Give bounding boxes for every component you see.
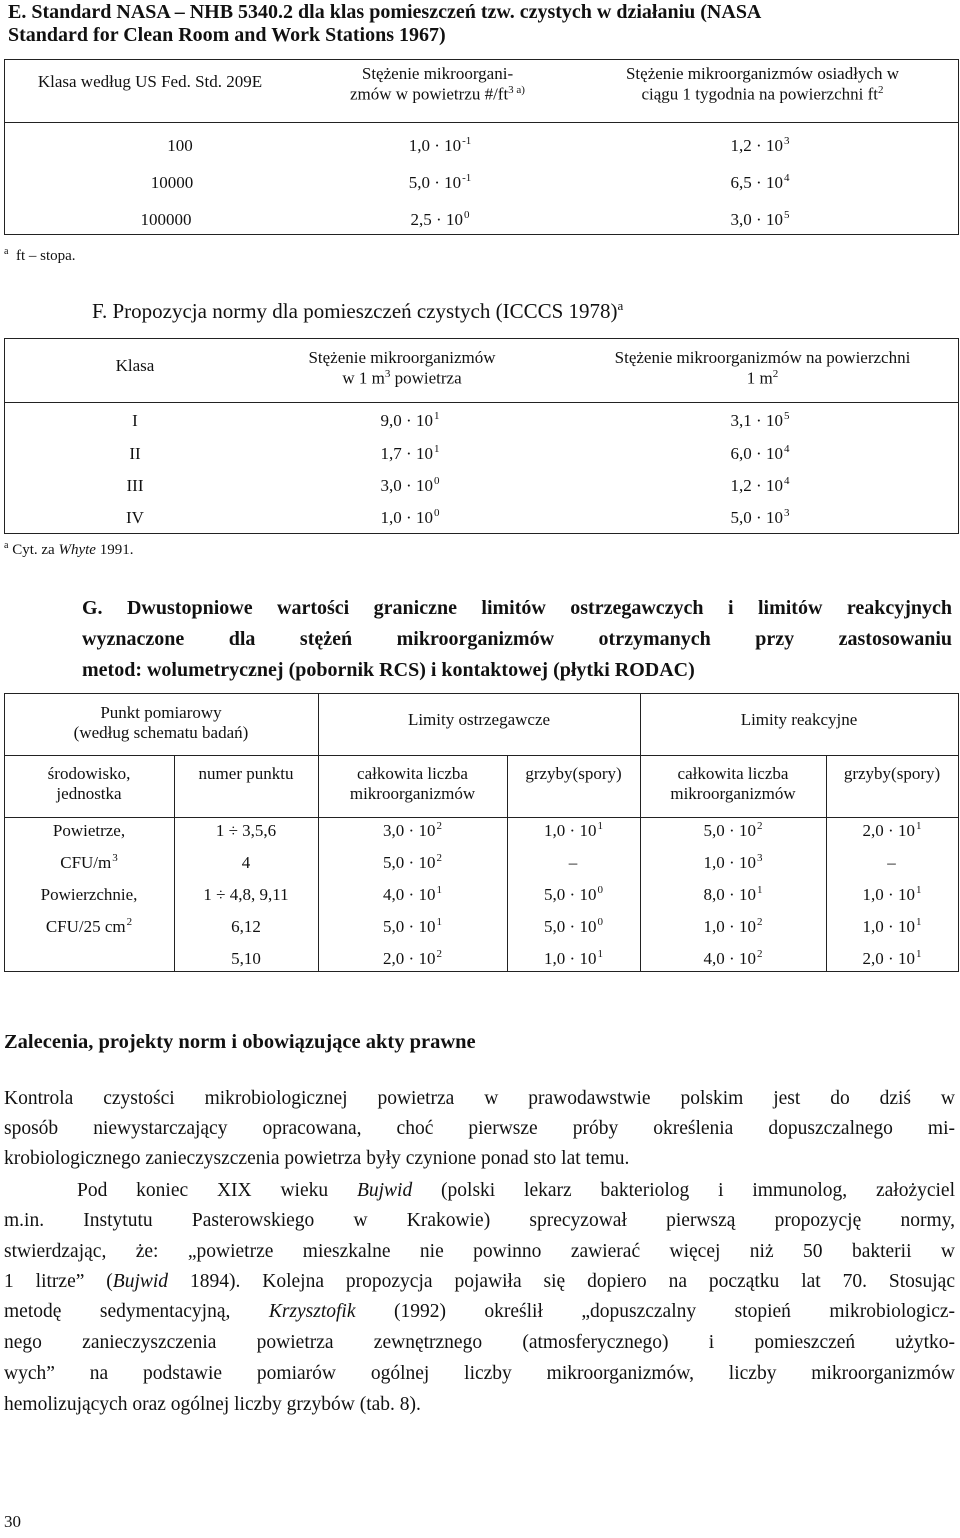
table-g-warning-fungi: –: [568, 853, 578, 872]
paragraph-line: metodę sedymentacyjną, Krzysztofik (1992) określił „dopuszczalny stopień mikrobiologicz-: [4, 1301, 956, 1322]
table-g-reaction-total: $1,0 \cdot 10^3$: [703, 852, 763, 872]
table-g-reaction-fungi: $1,0 \cdot 10^1$: [862, 916, 922, 936]
table-g-warning-total: $5,0 \cdot 10^1$: [383, 916, 442, 936]
table-e-row3-surface: $3,0 \cdot 10^5$: [730, 209, 790, 229]
paragraph-line: hemolizujących oraz ogólnej liczby grzybów (tab. 8).: [4, 1394, 421, 1415]
table-f-header-surface: Stężenie mikroorganizmów na powierzchni 1 $m^2$: [614, 348, 911, 389]
table-g-reaction-fungi: $1,0 \cdot 10^1$: [862, 884, 922, 904]
table-g-warning-fungi: $5,0 \cdot 10^0$: [544, 916, 603, 936]
paragraph-line: Pod koniec XIX wieku Bujwid (polski lekarz bakteriolog i immunolog, założyciel: [77, 1180, 955, 1201]
table-f-footnote: $^a$ Cyt. za Whyte 1991.: [4, 540, 134, 558]
table-g-reaction-fungi: $2,0 \cdot 10^1$: [862, 948, 922, 968]
table-g-warning-fungi: $1,0 \cdot 10^1$: [544, 820, 603, 840]
table-g-top-border: [4, 693, 959, 694]
table-g-warning-total: $3,0 \cdot 10^2$: [383, 820, 442, 840]
paragraph-line: m.in. Instytutu Pasterowskiego w Krakowie) sprecyzował pierwszą propozycję normy,: [4, 1210, 955, 1231]
table-f-row4-surface: $5,0 \cdot 10^3$: [730, 507, 790, 527]
table-e-row3-class: 100000: [140, 210, 192, 229]
table-g-header-point: Punkt pomiarowy (według schematu badań): [73, 703, 249, 743]
table-g-point: 5,10: [231, 949, 261, 968]
table-g-point: 1 ÷ 4,8, 9,11: [203, 885, 289, 904]
table-e-row2-class: 10000: [150, 173, 194, 192]
table-g-header-warning: Limity ostrzegawcze: [407, 710, 551, 729]
table-f-top-border: [4, 338, 959, 339]
table-f-row4-class: IV: [126, 508, 144, 527]
table-g-env-air: Powietrze,: [52, 821, 126, 840]
table-f-row2-surface: $6,0 \cdot 10^4$: [730, 443, 790, 463]
paragraph-line: sposób niewystarczający opracowana, choć pierwsze próby określenia dopuszczalnego mi-: [4, 1118, 955, 1139]
table-f-row2-air: $1,7 \cdot 10^1$: [380, 443, 440, 463]
table-g-point: 4: [241, 853, 251, 872]
table-f-row3-surface: $1,2 \cdot 10^4$: [730, 475, 790, 495]
table-f-header-air: Stężenie mikroorganizmów w 1 $m^3$ powietrza: [308, 348, 496, 389]
table-g-header-point-no: numer punktu: [198, 764, 294, 783]
table-e-header-surface: Stężenie mikroorganizmów osiadłych w ciągu 1 tygodnia na powierzchni $ft^2$: [625, 64, 900, 105]
table-g-reaction-fungi: –: [887, 853, 896, 872]
section-f-title: F. Propozycja normy dla pomieszczeń czystych (ICCCS 1978)$^a$: [92, 298, 624, 323]
paragraph-line: 1 litrze” (Bujwid 1894). Kolejna propozycja pojawiła się dopiero na początku lat 70. Stosując: [4, 1271, 955, 1292]
table-e-row3-air: $2,5 \cdot 10^0$: [410, 209, 470, 229]
section-g-title-line3: metod: wolumetrycznej (pobornik RCS) i kontaktowej (płytki RODAC): [82, 659, 695, 681]
table-g-header-reaction: Limity reakcyjne: [740, 710, 858, 729]
table-f-row1-surface: $3,1 \cdot 10^5$: [730, 410, 790, 430]
table-e-bottom-border: [4, 234, 959, 235]
table-g-env-surface: Powierzchnie,: [40, 885, 138, 904]
table-f-row4-air: $1,0 \cdot 10^0$: [380, 507, 440, 527]
table-e-footnote: $^a$ ft – stopa.: [4, 246, 76, 264]
table-g-header-total-warning: całkowita liczba mikroorganizmów: [349, 764, 476, 804]
table-g-bottom-border: [4, 971, 959, 972]
section-heading: Zalecenia, projekty norm i obowiązujące akty prawne: [4, 1031, 476, 1053]
table-g-header1-border: [4, 755, 959, 756]
page-number: 30: [4, 1512, 21, 1531]
table-e-row2-surface: $6,5 \cdot 10^4$: [730, 172, 790, 192]
table-g-env-surface-unit: CFU/25 $cm^2$: [45, 916, 133, 936]
table-e-top-border: [4, 59, 959, 60]
section-e-title-line1: E. Standard NASA – NHB 5340.2 dla klas pomieszczeń tzw. czystych w działaniu (NASA: [8, 1, 762, 23]
table-g-reaction-total: $1,0 \cdot 10^2$: [703, 916, 763, 936]
paragraph-line: krobiologicznego zanieczyszczenia powietrza były czynione ponad sto lat temu.: [4, 1148, 630, 1169]
table-e-row1-air: $1,0 \cdot 10^{-1}$: [408, 135, 472, 155]
table-f-right-border: [958, 338, 959, 534]
table-g-header-fungi-warning: grzyby(spory): [525, 764, 622, 783]
table-g-header-env: środowisko, jednostka: [47, 764, 131, 804]
table-g-warning-fungi: $5,0 \cdot 10^0$: [544, 884, 603, 904]
paragraph-line: wych” na podstawie pomiarów ogólnej liczby mikroorganizmów, liczby mikroorganizmów: [4, 1363, 955, 1384]
section-g-title-line1: G. Dwustopniowe wartości graniczne limitów ostrzegawczych i limitów reakcyjnych: [82, 597, 952, 619]
table-e-row2-air: $5,0 \cdot 10^{-1}$: [408, 172, 472, 192]
table-f-header-border: [4, 402, 959, 403]
table-e-right-border: [958, 59, 959, 235]
table-g-reaction-total: $8,0 \cdot 10^1$: [703, 884, 763, 904]
table-f-header-class: Klasa: [115, 356, 155, 375]
table-g-warning-total: $4,0 \cdot 10^1$: [383, 884, 442, 904]
table-g-header-total-reaction: całkowita liczba mikroorganizmów: [670, 764, 796, 804]
table-g-env-air-unit: CFU/$m^3$: [60, 852, 118, 872]
table-f-row1-class: I: [132, 411, 138, 430]
table-g-reaction-total: $4,0 \cdot 10^2$: [703, 948, 763, 968]
table-g-warning-total: $5,0 \cdot 10^2$: [383, 852, 442, 872]
table-e-header-air: Stężenie mikroorgani- zmów w powietrzu $\#/ft^{3 a)}$: [350, 64, 525, 105]
table-f-row3-air: $3,0 \cdot 10^0$: [380, 475, 440, 495]
table-g-reaction-total: $5,0 \cdot 10^2$: [703, 820, 763, 840]
section-g-title-line2: wyznaczone dla stężeń mikroorganizmów otrzymanych przy zastosowaniu: [82, 628, 952, 650]
paragraph-line: stwierdzając, że: „powietrze mieszkalne nie powinno zawierać więcej niż 50 bakterii w: [4, 1241, 955, 1262]
paragraph-line: Kontrola czystości mikrobiologicznej powietrza w prawodawstwie polskim jest do dziś w: [4, 1088, 955, 1109]
section-e-title-line2: Standard for Clean Room and Work Stations 1967): [8, 24, 446, 46]
table-e-header-border: [4, 122, 959, 123]
table-g-reaction-fungi: $2,0 \cdot 10^1$: [862, 820, 922, 840]
table-g-warning-total: $2,0 \cdot 10^2$: [383, 948, 442, 968]
table-f-row2-class: II: [129, 444, 141, 463]
table-e-left-border: [4, 59, 5, 235]
table-g-header2-border: [4, 817, 959, 818]
table-g-point: 6,12: [231, 917, 261, 936]
table-e-header-class: Klasa według US Fed. Std. 209E: [37, 72, 263, 91]
table-e-row1-class: 100: [167, 136, 193, 155]
table-f-row1-air: $9,0 \cdot 10^1$: [380, 410, 440, 430]
table-g-warning-fungi: $1,0 \cdot 10^1$: [544, 948, 603, 968]
table-e-row1-surface: $1,2 \cdot 10^3$: [730, 135, 790, 155]
table-g-header-fungi-reaction: grzyby(spory): [843, 764, 941, 783]
paragraph-line: nego zanieczyszczenia powietrza zewnętrznego (atmosferycznego) i pomieszczeń użytko-: [4, 1332, 955, 1353]
table-f-bottom-border: [4, 533, 959, 534]
table-g-point: 1 ÷ 3,5,6: [215, 821, 277, 840]
table-f-row3-class: III: [126, 476, 144, 495]
table-g-right-border: [958, 693, 959, 972]
table-f-left-border: [4, 338, 5, 534]
